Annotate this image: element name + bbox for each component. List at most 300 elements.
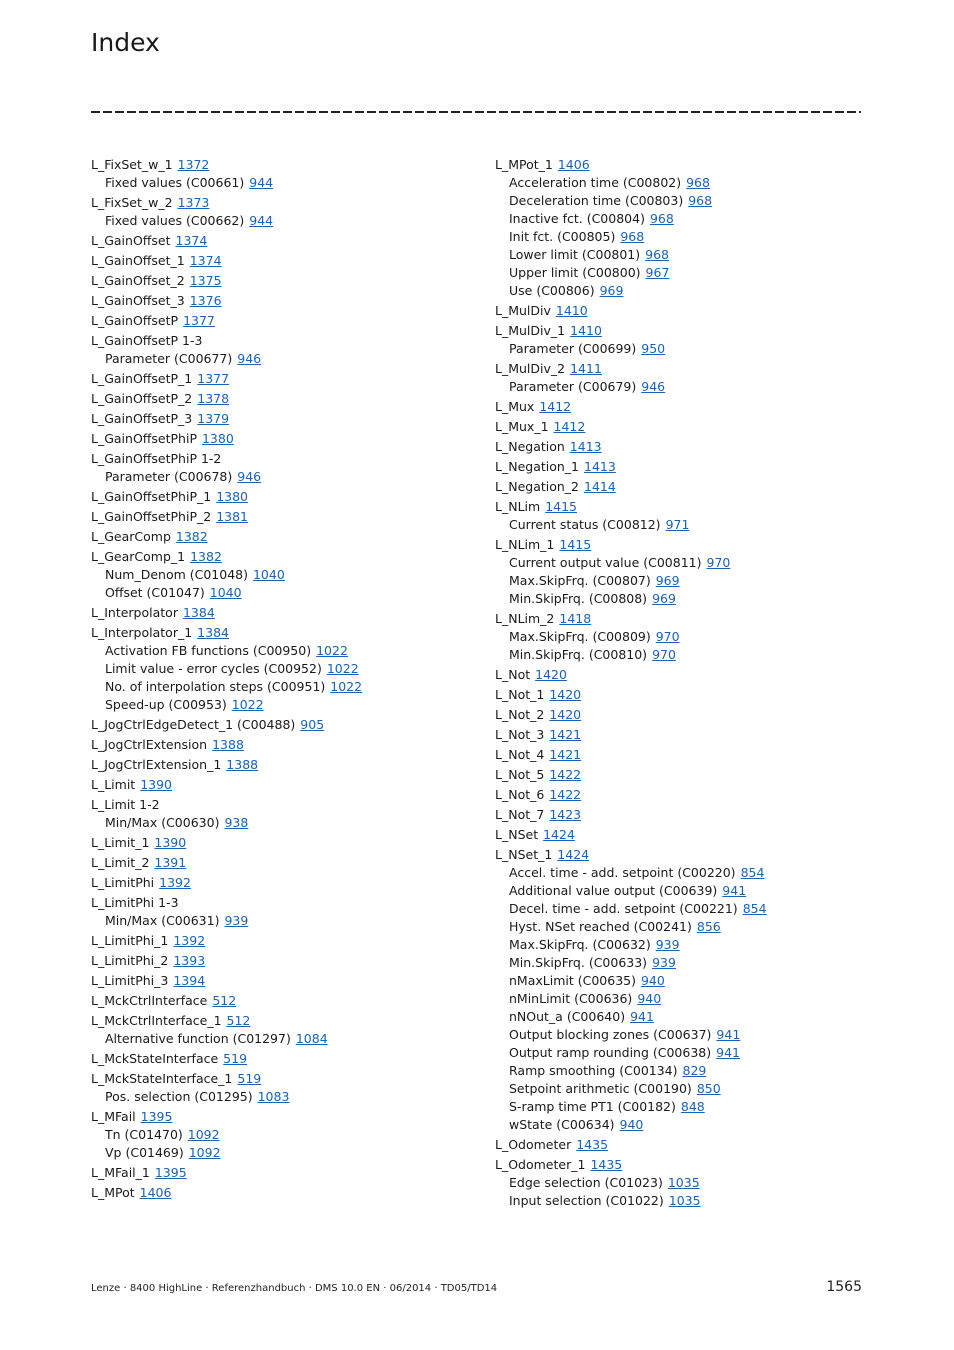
index-entry — [91, 156, 471, 174]
index-entry — [91, 232, 471, 250]
index-subentry — [91, 1144, 471, 1162]
index-entry — [495, 156, 875, 174]
page-link[interactable]: 1378 — [197, 391, 230, 406]
entry-text: L_Mux — [495, 399, 535, 414]
index-entry — [91, 992, 471, 1010]
page-number: 1565 — [826, 1279, 862, 1295]
page-link[interactable]: 856 — [696, 919, 721, 934]
entry-text: L_LimitPhi_3 — [91, 973, 169, 988]
page-link[interactable]: 1092 — [187, 1127, 220, 1142]
index-subentry — [91, 1126, 471, 1144]
entry-text: L_MulDiv_2 — [495, 361, 566, 376]
entry-text: Current output value (C00811) — [509, 555, 702, 570]
index-entry — [495, 1136, 875, 1154]
index-subentry — [495, 264, 875, 282]
entry-text: nMaxLimit (C00635) — [509, 973, 636, 988]
entry-text: L_Limit_2 — [91, 855, 150, 870]
entry-text: Hyst. NSet reached (C00241) — [509, 919, 692, 934]
index-entry — [495, 610, 875, 628]
page-link[interactable]: 905 — [300, 717, 325, 732]
entry-text: L_GainOffsetPhiP_2 — [91, 509, 212, 524]
entry-text: Max.SkipFrq. (C00809) — [509, 629, 651, 644]
entry-text: L_FixSet_w_1 — [91, 157, 173, 172]
index-entry — [91, 972, 471, 990]
page-link[interactable]: 1374 — [175, 233, 208, 248]
page-link[interactable]: 1392 — [159, 875, 191, 890]
index-column-left — [91, 154, 471, 1202]
header-dashed-rule — [91, 111, 861, 113]
index-entry — [91, 932, 471, 950]
entry-text: L_GainOffsetP — [91, 313, 179, 328]
page-link[interactable]: 969 — [599, 283, 624, 298]
page-link[interactable]: 939 — [652, 955, 676, 970]
page-link[interactable]: 1380 — [201, 431, 234, 446]
page-link[interactable]: 1372 — [177, 157, 210, 172]
entry-text: L_NSet — [495, 827, 539, 842]
entry-text: L_Mux_1 — [495, 419, 549, 434]
index-entry — [91, 508, 471, 526]
entry-text: Additional value output (C00639) — [509, 883, 718, 898]
entry-text: L_Limit — [91, 777, 136, 792]
index-subentry — [91, 696, 471, 714]
page-link[interactable]: 1377 — [197, 371, 230, 386]
index-subentry — [495, 1192, 875, 1210]
index-entry — [91, 834, 471, 852]
entry-text: Parameter (C00678) — [105, 469, 233, 484]
entry-text: Use (C00806) — [509, 283, 595, 298]
page-link[interactable]: 854 — [742, 901, 767, 916]
page-link[interactable]: 1435 — [576, 1137, 609, 1152]
page-link[interactable]: 512 — [212, 993, 237, 1008]
index-subentry — [495, 174, 875, 192]
page-link[interactable]: 969 — [655, 573, 680, 588]
page-link[interactable]: 1406 — [557, 157, 590, 172]
index-entry — [91, 548, 471, 566]
entry-text: L_GearComp — [91, 529, 171, 544]
page-link[interactable]: 944 — [249, 213, 274, 228]
entry-text: L_LimitPhi_1 — [91, 933, 169, 948]
index-entry — [91, 624, 471, 642]
entry-text: L_Not_3 — [495, 727, 545, 742]
index-entry — [91, 312, 471, 330]
entry-text: L_Not_7 — [495, 807, 545, 822]
index-entry — [495, 1156, 875, 1174]
page-link[interactable]: 939 — [655, 937, 680, 952]
entry-text: Activation FB functions (C00950) — [105, 643, 312, 658]
entry-text: L_Odometer — [495, 1137, 572, 1152]
entry-text: L_Not_5 — [495, 767, 545, 782]
page-link[interactable]: 1376 — [189, 293, 222, 308]
index-subentry — [91, 174, 471, 192]
entry-text: wState (C00634) — [509, 1117, 615, 1132]
page-link[interactable]: 1411 — [570, 361, 602, 376]
entry-text: Offset (C01047) — [105, 585, 205, 600]
entry-text: Min.SkipFrq. (C00810) — [509, 647, 648, 662]
page-link[interactable]: 1040 — [209, 585, 242, 600]
page-link[interactable]: 1415 — [545, 499, 577, 514]
index-entry — [495, 726, 875, 744]
page-link[interactable]: 1388 — [226, 757, 259, 772]
entry-text: L_NSet_1 — [495, 847, 553, 862]
page-link[interactable]: 1390 — [154, 835, 187, 850]
entry-text: Fixed values (C00662) — [105, 213, 245, 228]
page-link[interactable]: 1084 — [295, 1031, 328, 1046]
page-link[interactable]: 1395 — [140, 1109, 173, 1124]
page-link[interactable]: 950 — [641, 341, 666, 356]
index-subentry — [495, 900, 875, 918]
entry-text: Vp (C01469) — [105, 1145, 184, 1160]
entry-text: L_MPot — [91, 1185, 135, 1200]
page-link[interactable]: 829 — [682, 1063, 707, 1078]
entry-text: L_GainOffset — [91, 233, 171, 248]
entry-text: Pos. selection (C01295) — [105, 1089, 253, 1104]
entry-text: L_FixSet_w_2 — [91, 195, 173, 210]
entry-text: L_GainOffset_3 — [91, 293, 185, 308]
entry-text: L_NLim_1 — [495, 537, 555, 552]
entry-text: Parameter (C00699) — [509, 341, 637, 356]
entry-text: L_GainOffsetPhiP — [91, 431, 197, 446]
entry-text: L_MckStateInterface — [91, 1051, 219, 1066]
index-entry — [91, 736, 471, 754]
entry-text: Max.SkipFrq. (C00807) — [509, 573, 651, 588]
page-link[interactable]: 1022 — [326, 661, 359, 676]
entry-text: L_LimitPhi_2 — [91, 953, 169, 968]
entry-text: Output blocking zones (C00637) — [509, 1027, 712, 1042]
entry-text: Ramp smoothing (C00134) — [509, 1063, 678, 1078]
page-link[interactable]: 1092 — [188, 1145, 221, 1160]
index-subentry — [495, 1174, 875, 1192]
page-link[interactable]: 1382 — [175, 529, 208, 544]
page-link[interactable]: 938 — [224, 815, 249, 830]
entry-text: L_Negation_2 — [495, 479, 579, 494]
page-link[interactable]: 1022 — [231, 697, 264, 712]
entry-text: L_Not_4 — [495, 747, 545, 762]
page-link[interactable]: 969 — [652, 591, 676, 606]
page-link[interactable]: 1422 — [549, 787, 582, 802]
index-entry — [495, 766, 875, 784]
index-entry — [91, 716, 471, 734]
index-subentry — [495, 246, 875, 264]
page-link[interactable]: 968 — [649, 211, 674, 226]
page-link[interactable]: 946 — [237, 351, 262, 366]
page-link[interactable]: 1377 — [183, 313, 215, 328]
index-subentry — [495, 882, 875, 900]
page-link[interactable]: 1412 — [539, 399, 572, 414]
index-entry — [91, 894, 471, 912]
entry-text: L_Not_1 — [495, 687, 545, 702]
entry-text: Min/Max (C00631) — [105, 913, 220, 928]
page-link[interactable]: 850 — [696, 1081, 721, 1096]
index-subentry — [495, 590, 875, 608]
page-link[interactable]: 1373 — [177, 195, 210, 210]
entry-text: Inactive fct. (C00804) — [509, 211, 645, 226]
index-entry — [495, 806, 875, 824]
index-entry — [91, 292, 471, 310]
page-link[interactable]: 941 — [716, 1045, 740, 1060]
index-entry — [91, 796, 471, 814]
index-entry — [91, 390, 471, 408]
page-link[interactable]: 1423 — [549, 807, 582, 822]
page-link[interactable]: 1435 — [590, 1157, 623, 1172]
index-entry — [91, 528, 471, 546]
entry-text: Accel. time - add. setpoint (C00220) — [509, 865, 736, 880]
page-link[interactable]: 967 — [645, 265, 670, 280]
page-link[interactable]: 1384 — [182, 605, 215, 620]
page-link[interactable]: 512 — [226, 1013, 251, 1028]
entry-text: Parameter (C00679) — [509, 379, 637, 394]
entry-text: L_MckCtrlInterface_1 — [91, 1013, 222, 1028]
index-subentry — [91, 660, 471, 678]
page-link[interactable]: 1420 — [549, 687, 582, 702]
page-link[interactable]: 970 — [655, 629, 680, 644]
page-link[interactable]: 1422 — [549, 767, 582, 782]
index-subentry — [91, 584, 471, 602]
index-subentry — [495, 554, 875, 572]
index-entry — [495, 826, 875, 844]
entry-text: Setpoint arithmetic (C00190) — [509, 1081, 692, 1096]
entry-text: L_Interpolator_1 — [91, 625, 193, 640]
index-entry — [495, 360, 875, 378]
page-link[interactable]: 1382 — [190, 549, 222, 564]
page-link[interactable]: 848 — [680, 1099, 705, 1114]
index-subentry — [91, 468, 471, 486]
page-link[interactable]: 1374 — [189, 253, 222, 268]
entry-text: Edge selection (C01023) — [509, 1175, 663, 1190]
entry-text: L_GearComp_1 — [91, 549, 186, 564]
page-link[interactable]: 1421 — [549, 727, 582, 742]
page-link[interactable]: 940 — [619, 1117, 644, 1132]
entry-text: L_NLim — [495, 499, 541, 514]
entry-text: Input selection (C01022) — [509, 1193, 664, 1208]
page-link[interactable]: 1390 — [140, 777, 173, 792]
index-entry — [91, 874, 471, 892]
index-entry — [495, 322, 875, 340]
index-entry — [495, 438, 875, 456]
entry-text: L_GainOffsetP_1 — [91, 371, 193, 386]
entry-text: nNOut_a (C00640) — [509, 1009, 626, 1024]
index-subentry — [495, 1026, 875, 1044]
page-link[interactable]: 1395 — [154, 1165, 187, 1180]
page-link[interactable]: 946 — [237, 469, 262, 484]
index-subentry — [495, 210, 875, 228]
entry-text: Parameter (C00677) — [105, 351, 233, 366]
page-link[interactable]: 1035 — [667, 1175, 700, 1190]
entry-text: Lower limit (C00801) — [509, 247, 641, 262]
page-link[interactable]: 941 — [630, 1009, 654, 1024]
page-link[interactable]: 1381 — [216, 509, 248, 524]
entry-text: Min/Max (C00630) — [105, 815, 220, 830]
entry-text: L_JogCtrlExtension_1 — [91, 757, 222, 772]
page-link[interactable]: 1392 — [173, 933, 206, 948]
index-subentry — [495, 340, 875, 358]
page-link[interactable]: 941 — [722, 883, 747, 898]
index-subentry — [495, 864, 875, 882]
entry-text: L_GainOffsetPhiP 1-2 — [91, 451, 222, 466]
page-link[interactable]: 1022 — [330, 679, 363, 694]
index-subentry — [495, 936, 875, 954]
entry-text: Fixed values (C00661) — [105, 175, 245, 190]
entry-text: L_Limit 1-2 — [91, 797, 160, 812]
entry-text: L_Not_6 — [495, 787, 545, 802]
index-subentry — [495, 1044, 875, 1062]
page-link[interactable]: 971 — [665, 517, 690, 532]
page-link[interactable]: 1391 — [154, 855, 187, 870]
footer-document-info: Lenze · 8400 HighLine · Referenzhandbuch · DMS 10.0 EN · 06/2014 · TD05/TD14 — [91, 1283, 498, 1294]
page-link[interactable]: 970 — [706, 555, 731, 570]
index-entry — [91, 332, 471, 350]
index-entry — [91, 370, 471, 388]
index-subentry — [495, 1062, 875, 1080]
entry-text: Limit value - error cycles (C00952) — [105, 661, 322, 676]
page-link[interactable]: 1420 — [549, 707, 582, 722]
index-subentry — [495, 972, 875, 990]
page-link[interactable]: 1410 — [555, 303, 588, 318]
page-link[interactable]: 854 — [740, 865, 765, 880]
index-entry — [91, 194, 471, 212]
index-entry — [91, 854, 471, 872]
page-link[interactable]: 1394 — [173, 973, 206, 988]
entry-text: L_JogCtrlEdgeDetect_1 (C00488) — [91, 717, 296, 732]
page-link[interactable]: 1379 — [197, 411, 230, 426]
entry-text: L_LimitPhi — [91, 875, 155, 890]
index-entry — [495, 478, 875, 496]
page-link[interactable]: 968 — [688, 193, 713, 208]
page-link[interactable]: 939 — [224, 913, 249, 928]
page-link[interactable]: 970 — [652, 647, 676, 662]
index-entry — [495, 746, 875, 764]
index-subentry — [91, 566, 471, 584]
page-link[interactable]: 1384 — [197, 625, 229, 640]
page-link[interactable]: 1418 — [559, 611, 592, 626]
entry-text: Decel. time - add. setpoint (C00221) — [509, 901, 738, 916]
index-subentry — [495, 954, 875, 972]
page-link[interactable]: 1412 — [553, 419, 586, 434]
entry-text: L_LimitPhi 1-3 — [91, 895, 179, 910]
index-entry — [91, 756, 471, 774]
index-entry — [495, 536, 875, 554]
page-link[interactable]: 968 — [620, 229, 645, 244]
entry-text: L_MulDiv — [495, 303, 551, 318]
page-link[interactable]: 1414 — [584, 479, 616, 494]
page-link[interactable]: 941 — [716, 1027, 741, 1042]
index-entry — [91, 1012, 471, 1030]
page-link[interactable]: 1022 — [316, 643, 348, 658]
index-entry — [91, 776, 471, 794]
page-link[interactable]: 940 — [637, 991, 662, 1006]
index-entry — [495, 302, 875, 320]
index-entry — [495, 458, 875, 476]
entry-text: L_Interpolator — [91, 605, 178, 620]
entry-text: L_Odometer_1 — [495, 1157, 586, 1172]
page-link[interactable]: 1035 — [668, 1193, 701, 1208]
page-link[interactable]: 1380 — [216, 489, 248, 504]
entry-text: nMinLimit (C00636) — [509, 991, 633, 1006]
entry-text: L_MckStateInterface_1 — [91, 1071, 233, 1086]
index-subentry — [495, 628, 875, 646]
page-link[interactable]: 1083 — [257, 1089, 290, 1104]
page-link[interactable]: 1406 — [139, 1185, 172, 1200]
entry-text: L_JogCtrlExtension — [91, 737, 208, 752]
page-link[interactable]: 944 — [249, 175, 274, 190]
index-entry — [91, 952, 471, 970]
index-entry — [495, 418, 875, 436]
entry-text: L_GainOffsetPhiP_1 — [91, 489, 212, 504]
index-subentry — [91, 350, 471, 368]
entry-text: L_Limit_1 — [91, 835, 150, 850]
entry-text: Deceleration time (C00803) — [509, 193, 684, 208]
page-link[interactable]: 1424 — [557, 847, 590, 862]
index-entry — [495, 686, 875, 704]
entry-text: L_Not — [495, 667, 531, 682]
index-subentry — [495, 282, 875, 300]
index-subentry — [91, 1088, 471, 1106]
page-link[interactable]: 1393 — [173, 953, 206, 968]
entry-text: Min.SkipFrq. (C00808) — [509, 591, 648, 606]
index-subentry — [495, 990, 875, 1008]
index-subentry — [495, 1098, 875, 1116]
entry-text: S-ramp time PT1 (C00182) — [509, 1099, 676, 1114]
page-link[interactable]: 1420 — [535, 667, 567, 682]
entry-text: L_MckCtrlInterface — [91, 993, 208, 1008]
index-entry — [495, 498, 875, 516]
index-subentry — [91, 212, 471, 230]
entry-text: Alternative function (C01297) — [105, 1031, 291, 1046]
index-entry — [495, 398, 875, 416]
page-link[interactable]: 1413 — [569, 439, 602, 454]
index-entry — [495, 706, 875, 724]
index-subentry — [91, 814, 471, 832]
page-link[interactable]: 946 — [641, 379, 666, 394]
index-entry — [91, 450, 471, 468]
index-entry — [91, 1108, 471, 1126]
entry-text: L_Negation_1 — [495, 459, 579, 474]
index-subentry — [495, 378, 875, 396]
entry-text: L_GainOffsetP_3 — [91, 411, 193, 426]
entry-text: Init fct. (C00805) — [509, 229, 616, 244]
page-link[interactable]: 1388 — [212, 737, 244, 752]
page-link[interactable]: 968 — [645, 247, 669, 262]
index-entry — [91, 488, 471, 506]
page-link[interactable]: 940 — [640, 973, 665, 988]
page-link[interactable]: 1421 — [549, 747, 582, 762]
entry-text: Upper limit (C00800) — [509, 265, 641, 280]
index-entry — [495, 846, 875, 864]
index-entry — [495, 786, 875, 804]
page-link[interactable]: 1375 — [189, 273, 222, 288]
index-subentry — [495, 1008, 875, 1026]
page-link[interactable]: 519 — [237, 1071, 262, 1086]
entry-text: L_GainOffset_2 — [91, 273, 185, 288]
entry-text: L_NLim_2 — [495, 611, 555, 626]
page-link[interactable]: 519 — [223, 1051, 248, 1066]
entry-text: Tn (C01470) — [105, 1127, 183, 1142]
page-link[interactable]: 1424 — [543, 827, 575, 842]
entry-text: L_Not_2 — [495, 707, 545, 722]
index-subentry — [495, 516, 875, 534]
page-link[interactable]: 1410 — [570, 323, 602, 338]
index-column-right — [495, 154, 875, 1210]
page-link[interactable]: 968 — [686, 175, 710, 190]
entry-text: L_GainOffsetP_2 — [91, 391, 193, 406]
index-entry — [91, 604, 471, 622]
entry-text: L_MPot_1 — [495, 157, 553, 172]
entry-text: Max.SkipFrq. (C00632) — [509, 937, 651, 952]
entry-text: L_MFail — [91, 1109, 136, 1124]
page-link[interactable]: 1415 — [559, 537, 592, 552]
page-title: Index — [91, 28, 160, 57]
page-link[interactable]: 1413 — [584, 459, 616, 474]
page-link[interactable]: 1040 — [252, 567, 285, 582]
